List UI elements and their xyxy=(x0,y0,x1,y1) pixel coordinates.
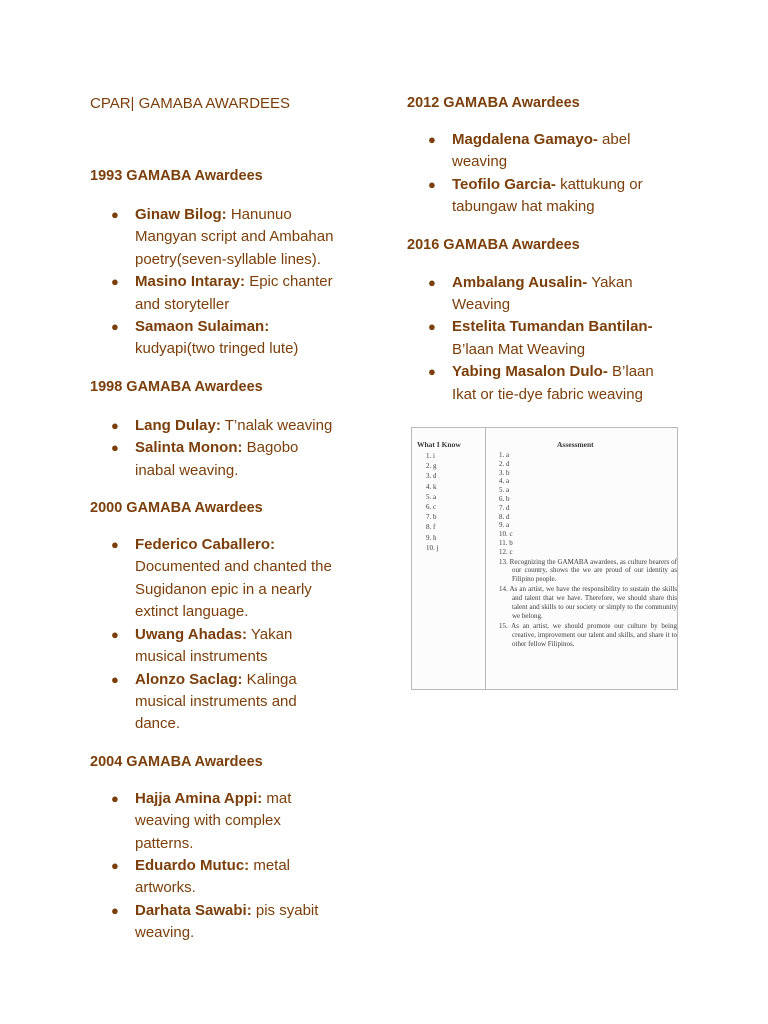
awardee-description: T’nalak weaving xyxy=(220,416,333,434)
answer-item: 3. d xyxy=(426,472,437,481)
answer-item: 2. g xyxy=(426,462,437,471)
answer-item: 9. a xyxy=(499,521,510,530)
section-heading: 2000 GAMABA Awardees xyxy=(90,500,263,517)
answer-item: 8. f xyxy=(426,523,436,532)
awardee-item xyxy=(407,174,707,219)
bullet-icon: ● xyxy=(111,537,119,553)
awardee-description: B’laan xyxy=(607,363,654,381)
awardee-name: Eduardo Mutuc: xyxy=(135,856,250,874)
awardee-item xyxy=(90,437,380,482)
awardee-section xyxy=(90,497,380,736)
bullet-icon: ● xyxy=(111,417,119,433)
awardee-section xyxy=(407,234,707,406)
assessment-header: Assessment xyxy=(557,440,594,449)
awardee-description: Epic chanter xyxy=(245,273,333,291)
bullet-icon: ● xyxy=(428,176,436,192)
awardee-description: kudyapi(two tringed lute) xyxy=(135,340,299,358)
awardee-description: weaving xyxy=(452,153,508,171)
awardee-name: Alonzo Saclag: xyxy=(135,670,243,688)
awardee-description: Bagobo xyxy=(242,439,299,457)
answer-item: 11. b xyxy=(499,538,513,547)
answer-item: 1. i xyxy=(426,452,435,460)
bullet-icon: ● xyxy=(111,440,119,456)
awardee-description: musical instruments xyxy=(135,648,268,666)
awardee-description: extinct language. xyxy=(135,603,249,621)
awardee-description: pis syabit xyxy=(251,901,319,919)
awardee-name: Estelita Tumandan Bantilan- xyxy=(452,318,653,336)
awardee-item xyxy=(90,415,380,437)
left-sections xyxy=(90,165,380,945)
bullet-icon: ● xyxy=(428,319,436,335)
answer-item: 12. c xyxy=(499,547,513,556)
awardee-list xyxy=(407,129,707,219)
answer-key-image xyxy=(411,427,678,690)
awardee-item xyxy=(90,316,380,361)
right-column xyxy=(407,92,707,406)
answer-item: 2. d xyxy=(499,459,510,468)
awardee-name: Masino Intaray: xyxy=(135,273,246,291)
awardee-description: weaving with complex xyxy=(135,812,281,830)
awardee-name: Ambalang Ausalin- xyxy=(452,273,588,291)
bullet-icon: ● xyxy=(428,274,436,290)
answer-item: 4. a xyxy=(499,477,510,486)
section-heading: 1993 GAMABA Awardees xyxy=(90,168,263,184)
what-i-know-list xyxy=(426,451,438,553)
awardee-item xyxy=(90,669,380,736)
awardee-description: kattukung or xyxy=(555,175,643,193)
awardee-description: dance. xyxy=(135,715,181,733)
awardee-description: tabungaw hat making xyxy=(452,198,595,216)
awardee-description: Weaving xyxy=(452,296,511,314)
bullet-icon: ● xyxy=(111,790,119,806)
bullet-icon: ● xyxy=(111,274,119,290)
awardee-list xyxy=(407,272,707,406)
bullet-icon: ● xyxy=(111,857,119,873)
answer-item: 13. Recognizing the GAMABA awardees, as culture bearers of our country, shows the we are proud of our identity as Filipino people. xyxy=(499,557,677,584)
answer-item: 9. h xyxy=(426,533,437,542)
awardee-description: Kalinga xyxy=(242,670,297,688)
answer-item: 10. j xyxy=(426,543,439,552)
awardee-section xyxy=(90,376,380,482)
answer-item: 7. d xyxy=(499,503,510,512)
answer-item: 6. b xyxy=(499,494,510,503)
assessment-list xyxy=(499,451,677,649)
answer-item: 14. As an artist, we have the responsibility to sustain the skills and talent that we have. Therefore, we should share this talent and skills to our society or simply to the community we belong. xyxy=(499,585,677,620)
awardee-name: Uwang Ahadas: xyxy=(135,625,247,643)
awardee-description: artworks. xyxy=(135,879,196,897)
what-i-know-header: What I Know xyxy=(417,440,461,449)
awardee-item xyxy=(407,272,707,317)
section-heading: 2004 GAMABA Awardees xyxy=(90,753,263,770)
awardee-description: musical instruments and xyxy=(135,692,297,710)
awardee-name: Lang Dulay: xyxy=(135,416,221,434)
awardee-item xyxy=(90,204,380,271)
answer-item: 4. k xyxy=(426,482,437,491)
awardee-name: Hajja Amina Appi: xyxy=(135,789,263,807)
awardee-description: poetry(seven-syllable lines). xyxy=(135,250,321,268)
awardee-name: Darhata Sawabi: xyxy=(135,901,252,919)
awardee-item xyxy=(90,271,380,316)
awardee-name: Yabing Masalon Dulo- xyxy=(452,363,608,381)
answer-item: 10. c xyxy=(499,530,513,539)
awardee-description: and storyteller xyxy=(135,295,230,313)
answer-item: 5. a xyxy=(499,486,510,495)
section-heading: 2016 GAMABA Awardees xyxy=(407,236,580,253)
awardee-item xyxy=(407,129,707,174)
awardee-description: abel xyxy=(597,131,631,148)
awardee-section xyxy=(90,165,380,361)
bullet-icon: ● xyxy=(111,319,119,335)
answer-item: 6. c xyxy=(426,503,437,512)
awardee-name: Salinta Monon: xyxy=(135,439,243,457)
awardee-section xyxy=(90,751,380,945)
awardee-description: weaving. xyxy=(135,924,195,942)
right-sections xyxy=(407,92,707,406)
column-divider xyxy=(485,428,486,689)
answer-item: 3. b xyxy=(499,468,510,477)
awardee-item xyxy=(407,316,707,361)
bullet-icon: ● xyxy=(111,902,119,918)
answer-item: 1. a xyxy=(499,451,510,459)
answer-item: 7. b xyxy=(426,513,437,522)
awardee-description: metal xyxy=(249,856,291,874)
awardee-description: patterns. xyxy=(135,834,194,852)
section-heading: 1998 GAMABA Awardees xyxy=(90,378,263,395)
awardee-item xyxy=(407,361,707,406)
awardee-description: mat xyxy=(262,789,292,807)
bullet-icon: ● xyxy=(111,207,119,222)
answer-item: 15. As an artist, we should promote our culture by being creative, improvement our talent and skills, and share it to other fellow Filipinos. xyxy=(499,621,677,648)
section-heading: 2012 GAMABA Awardees xyxy=(407,95,580,111)
awardee-list xyxy=(90,788,380,945)
awardee-name: Federico Caballero: xyxy=(135,536,276,554)
awardee-description: Hanunuo xyxy=(226,206,292,223)
awardee-description: Yakan xyxy=(246,625,293,643)
left-column xyxy=(90,92,380,945)
bullet-icon: ● xyxy=(428,132,436,147)
awardee-list xyxy=(90,204,380,361)
document-title: CPAR| GAMABA AWARDEES xyxy=(90,95,291,112)
awardee-description: B’laan Mat Weaving xyxy=(452,340,586,358)
awardee-name: Magdalena Gamayo- xyxy=(452,131,598,148)
awardee-name: Samaon Sulaiman: xyxy=(135,318,270,336)
bullet-icon: ● xyxy=(111,671,119,687)
awardee-item xyxy=(90,855,380,900)
awardee-list xyxy=(90,534,380,736)
awardee-description: Yakan xyxy=(587,273,633,291)
awardee-list xyxy=(90,415,380,482)
answer-item: 8. d xyxy=(499,512,510,521)
awardee-description: Sugidanon epic in a nearly xyxy=(135,580,312,598)
awardee-section xyxy=(407,92,707,219)
awardee-item xyxy=(90,534,380,624)
awardee-name: Ginaw Bilog: xyxy=(135,206,227,223)
answer-item: 5. a xyxy=(426,492,437,501)
awardee-item xyxy=(90,624,380,669)
awardee-description: Documented and chanted the xyxy=(135,558,332,576)
bullet-icon: ● xyxy=(428,364,436,380)
awardee-description: inabal weaving. xyxy=(135,461,239,479)
awardee-description: Mangyan script and Ambahan xyxy=(135,228,334,246)
awardee-item xyxy=(90,788,380,855)
awardee-description: Ikat or tie-dye fabric weaving xyxy=(452,385,643,403)
awardee-item xyxy=(90,900,380,945)
awardee-name: Teofilo Garcia- xyxy=(452,175,556,193)
bullet-icon: ● xyxy=(111,626,119,642)
